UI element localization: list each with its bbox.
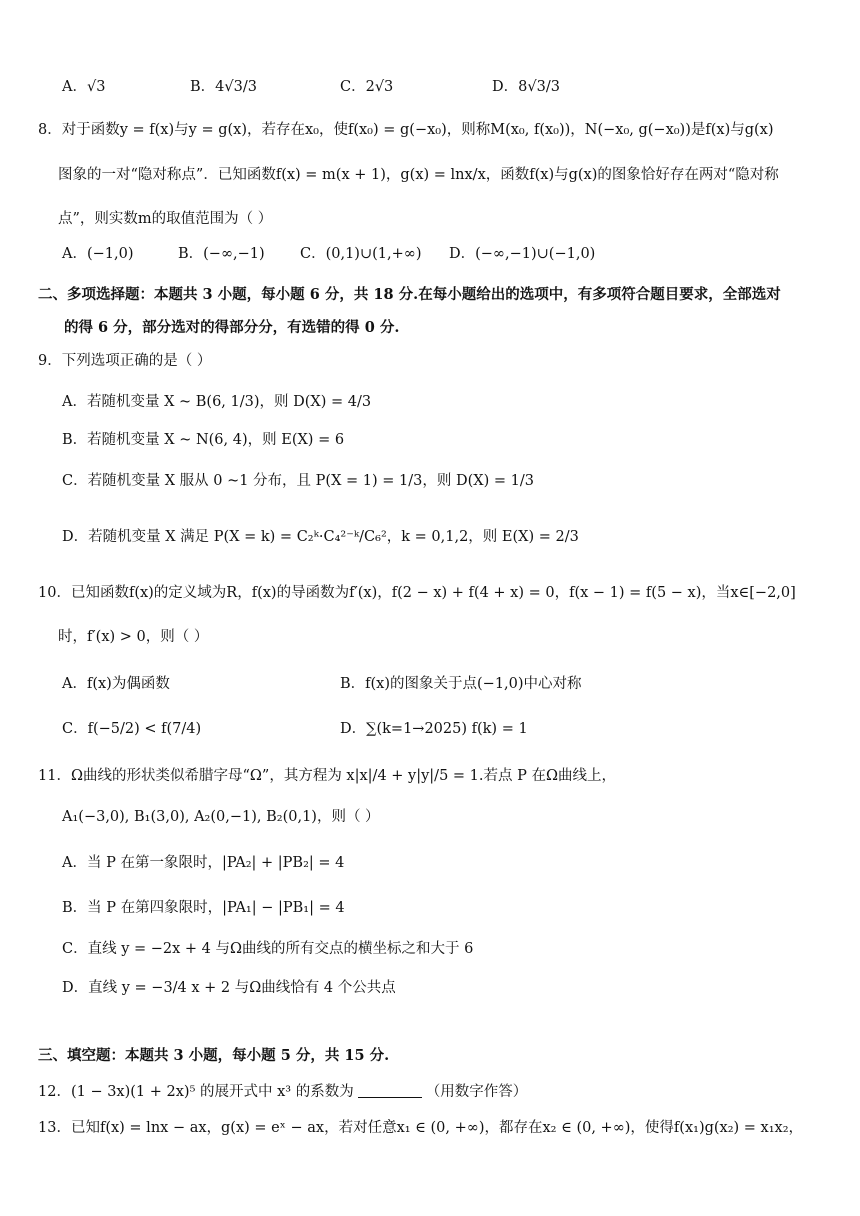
q11-line-2: A₁(−3,0), B₁(3,0), A₂(0,−1), B₂(0,1)，则（ ）: [62, 809, 380, 825]
q9-option-c: C．若随机变量 X 服从 0 ~1 分布，且 P(X = 1) = 1/3，则 D(X) = 1/3: [62, 473, 534, 489]
q10-option-b: B．f(x)的图象关于点(−1,0)中心对称: [340, 676, 582, 692]
q9-option-d: D．若随机变量 X 满足 P(X = k) = C₂ᵏ·C₄²⁻ᵏ/C₆²，k = 0,1,2，则 E(X) = 2/3: [62, 529, 579, 545]
q7-option-d: D．8√3/3: [492, 79, 560, 95]
q8-line-1: 8．对于函数y = f(x)与y = g(x)，若存在x₀，使f(x₀) = g(−x₀)，则称M(x₀, f(x₀))，N(−x₀, g(−x₀))是f(x)与g(x): [38, 122, 774, 138]
q8-option-d: D．(−∞,−1)∪(−1,0): [449, 246, 596, 262]
q10-option-d: D．∑(k=1→2025) f(k) = 1: [340, 721, 528, 737]
q8-line-2: 图象的一对“隐对称点”．已知函数f(x) = m(x + 1)，g(x) = lnx/x，函数f(x)与g(x)的图象恰好存在两对“隐对称: [58, 167, 779, 183]
section-3-heading: 三、填空题：本题共 3 小题，每小题 5 分，共 15 分.: [38, 1047, 390, 1064]
q12: [38, 1082, 527, 1102]
q7-option-c: C．2√3: [340, 79, 394, 95]
q7-option-b: B．4√3/3: [190, 79, 257, 95]
q11-option-c: C．直线 y = −2x + 4 与Ω曲线的所有交点的横坐标之和大于 6: [62, 941, 474, 957]
section-2-heading: 二、多项选择题：本题共 3 小题，每小题 6 分，共 18 分.在每小题给出的选项中，有多项符合题目要求，全部选对: [38, 286, 781, 303]
q8-option-b: B．(−∞,−1): [178, 246, 265, 262]
q9-option-a: A．若随机变量 X ~ B(6, 1/3)，则 D(X) = 4/3: [62, 394, 372, 410]
q11-option-b: B．当 P 在第四象限时，|PA₁| − |PB₁| = 4: [62, 900, 345, 916]
q12-text: 12．(1 − 3x)(1 + 2x)⁵ 的展开式中 x³ 的系数为: [38, 1084, 354, 1100]
q7-option-a: A．√3: [62, 79, 106, 95]
q11-line-1: 11．Ω曲线的形状类似希腊字母“Ω”，其方程为 x|x|/4 + y|y|/5 = 1.若点 P 在Ω曲线上，: [38, 768, 616, 784]
q10-option-c: C．f(−5/2) < f(7/4): [62, 721, 202, 737]
q8-option-a: A．(−1,0): [62, 246, 134, 262]
q9-stem: 9．下列选项正确的是（ ）: [38, 353, 212, 369]
q10-line-2: 时，f′(x) > 0，则（ ）: [58, 629, 209, 645]
q11-option-a: A．当 P 在第一象限时，|PA₂| + |PB₂| = 4: [62, 855, 345, 871]
q10-line-1: 10．已知函数f(x)的定义域为R，f(x)的导函数为f′(x)，f(2 − x) + f(4 + x) = 0，f(x − 1) = f(5 − x)，当x∈[−2,0]: [38, 585, 796, 601]
q8-option-c: C．(0,1)∪(1,+∞): [300, 246, 422, 262]
q12-note: （用数字作答）: [425, 1084, 528, 1100]
q9-option-b: B．若随机变量 X ~ N(6, 4)，则 E(X) = 6: [62, 432, 345, 448]
q13-line-1: 13．已知f(x) = lnx − ax，g(x) = eˣ − ax，若对任意x₁ ∈ (0, +∞)，都存在x₂ ∈ (0, +∞)，使得f(x₁)g(x₂) = x₁x₂，: [38, 1120, 804, 1136]
q10-option-a: A．f(x)为偶函数: [62, 676, 170, 692]
q8-line-3: 点”，则实数m的取值范围为（ ）: [58, 211, 273, 227]
section-2-heading-cont: 的得 6 分，部分选对的得部分分，有选错的得 0 分.: [64, 319, 400, 336]
q11-option-d: D．直线 y = −3/4 x + 2 与Ω曲线恰有 4 个公共点: [62, 980, 396, 996]
q12-answer-blank[interactable]: [358, 1083, 422, 1098]
